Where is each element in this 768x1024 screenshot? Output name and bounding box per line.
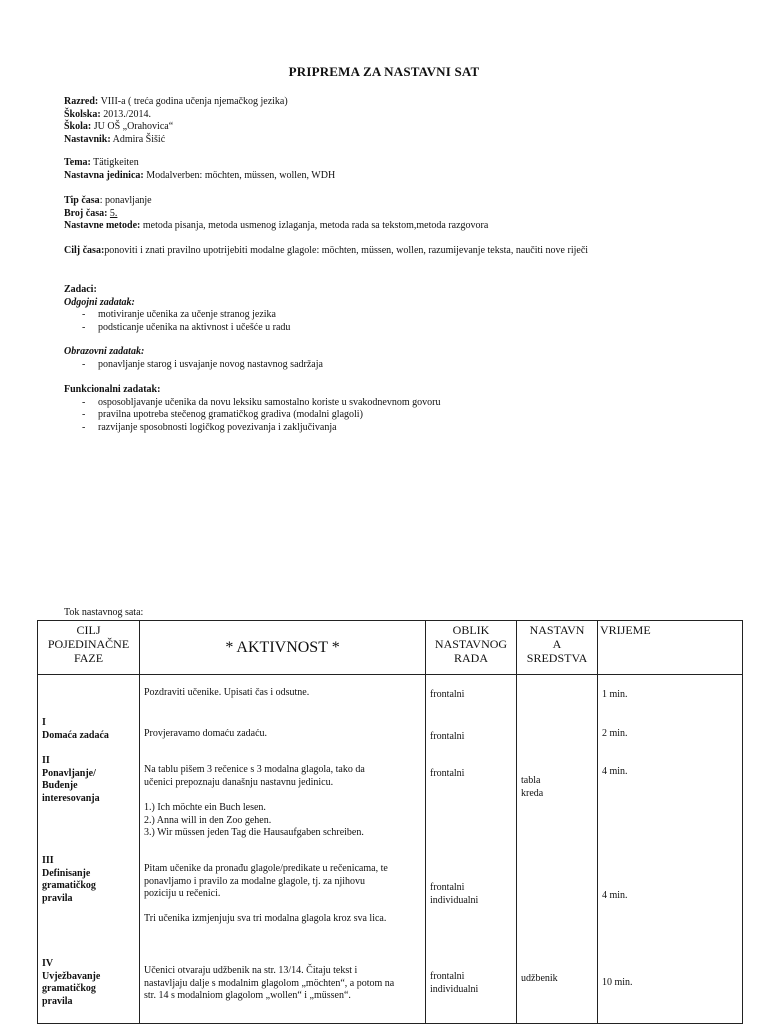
activity-5: Pitam učenike da pronađu glagole/predikate u rečenicama, te ponavljamo i pravilo za modalne glagole, tj. za njihovu poziciju u rečenici. <box>144 863 388 899</box>
table-row <box>38 675 743 1024</box>
lesson-plan-table <box>37 620 743 1024</box>
vrijeme-3: 4 min. <box>602 766 628 777</box>
broj-value: 5. <box>109 207 118 219</box>
metode-line <box>64 220 744 233</box>
phase-4: IV Uvježbavanje gramatičkog pravila <box>42 958 101 1007</box>
oblik-1: frontalni <box>430 689 465 700</box>
jedinica-value: Modalverben: möchten, müssen, wollen, WDH <box>143 169 336 181</box>
table-header-row <box>38 621 743 675</box>
activity-3: Na tablu pišem 3 rečenice s 3 modalna glagola, tako da učenici prepoznaju današnju nastavnu jedinicu. <box>144 764 365 788</box>
oblik-cell <box>426 675 517 1024</box>
activity-7: Učenici otvaraju udžbenik na str. 13/14. Čitaju tekst i nastavljaju dalje s modalnim glagolom „möchten“, a potom na str. 14 s modalniom glagolom „wollen“ i „müssen“. <box>144 965 395 1001</box>
list-item: - motiviranje učenika za učenje stranog jezika <box>82 309 744 322</box>
header-aktivnost: * AKTIVNOST * <box>140 621 426 675</box>
obrazovni-section <box>64 346 744 371</box>
tema-line <box>64 157 744 170</box>
list-item: - pravilna upotreba stečenog gramatičkog gradiva (modalni glagoli) <box>82 409 744 422</box>
vrijeme-2: 2 min. <box>602 728 628 739</box>
header-info <box>64 96 744 146</box>
sredstva-cell <box>517 675 598 1024</box>
activity-cell <box>140 675 426 1024</box>
tok-label: Tok nastavnog sata: <box>64 607 144 618</box>
metode-label: Nastavne metode: <box>64 220 141 231</box>
funkcionalni-list <box>64 397 744 435</box>
jedinica-line <box>64 170 744 183</box>
sredstva-2: udžbenik <box>521 973 558 984</box>
razred-label: Razred: <box>64 96 99 107</box>
funkcionalni-section <box>64 384 744 434</box>
skolska-value: 2013./2014. <box>100 108 151 120</box>
skola-label: Škola: <box>64 121 92 132</box>
header-cilj: CILJ POJEDINAČNE FAZE <box>38 621 140 675</box>
vrijeme-cell <box>598 675 743 1024</box>
cilj-label: Cilj časa: <box>64 245 105 256</box>
tema-label: Tema: <box>64 157 91 168</box>
broj-line <box>64 208 744 221</box>
obrazovni-list <box>64 359 744 372</box>
cilj-value: ponoviti i znati pravilno upotrijebiti modalne glagole: möchten, müssen, wollen, razumijevanje teksta, naučiti nove riječi <box>104 245 589 256</box>
zadaci-heading: Zadaci: <box>64 284 97 295</box>
sredstva-1: tabla kreda <box>521 775 544 799</box>
tip-line <box>64 195 744 208</box>
activity-6: Tri učenika izmjenjuju sva tri modalna glagola kroz sva lica. <box>144 913 387 924</box>
oblik-5: frontalni individualni <box>430 971 479 995</box>
tema-info <box>64 157 744 182</box>
vrijeme-4: 4 min. <box>602 890 628 901</box>
header-vrijeme: VRIJEME <box>598 621 743 675</box>
razred-line <box>64 96 744 109</box>
tip-label: Tip <box>64 195 79 206</box>
jedinica-label: Nastavna jedinica: <box>64 169 144 181</box>
tip-label-cas: časa <box>78 195 100 206</box>
skola-line <box>64 121 744 134</box>
tema-value: Tätigkeiten <box>90 157 139 168</box>
header-oblik: OBLIK NASTAVNOG RADA <box>426 621 517 675</box>
metode-value: metoda pisanja, metoda usmenog izlaganja, metoda rada sa tekstom,metoda razgovora <box>140 220 489 231</box>
funkcionalni-label: Funkcionalni zadatak: <box>64 384 161 395</box>
nastavnik-label: Nastavnik: <box>64 133 111 145</box>
header-sredstva: NASTAVN A SREDSTVA <box>517 621 598 675</box>
list-item: - ponavljanje starog i usvajanje novog nastavnog sadržaja <box>82 359 744 372</box>
cilj-line <box>64 245 744 258</box>
oblik-2: frontalni <box>430 731 465 742</box>
skolska-line <box>64 109 744 122</box>
tip-value: : ponavljanje <box>99 195 152 206</box>
activity-4: 1.) Ich möchte ein Buch lesen. 2.) Anna will in den Zoo gehen. 3.) Wir müssen jeden Tag die Hausaufgaben schreiben. <box>144 802 364 838</box>
vrijeme-1: 1 min. <box>602 689 628 700</box>
phase-3: III Definisanje gramatičkog pravila <box>42 855 96 904</box>
oblik-4: frontalni individualni <box>430 882 479 906</box>
cilj-info <box>64 245 744 258</box>
nastavnik-value: Admira Šišić <box>110 133 166 145</box>
phase-2: II Ponavljanje/ Buđenje interesovanja <box>42 755 100 804</box>
vrijeme-5: 10 min. <box>602 977 633 988</box>
activity-1: Pozdraviti učenike. Upisati čas i odsutne. <box>144 687 310 698</box>
page-title: PRIPREMA ZA NASTAVNI SAT <box>288 64 480 79</box>
odgojni-label: Odgojni zadatak: <box>64 296 135 308</box>
broj-label: Broj časa: <box>64 207 108 219</box>
list-item: - razvijanje sposobnosti logičkog povezivanja i zaključivanja <box>82 422 744 435</box>
phase-cell <box>38 675 140 1024</box>
skolska-label: Školska: <box>64 108 101 120</box>
tip-info <box>64 195 744 233</box>
phase-1: I Domaća zadaća <box>42 717 109 741</box>
obrazovni-label: Obrazovni zadatak: <box>64 346 145 357</box>
razred-value: VIII-a ( treća godina učenja njemačkog jezika) <box>98 96 288 107</box>
list-item: - osposobljavanje učenika da novu leksiku samostalno koriste u svakodnevnom govoru <box>82 397 744 410</box>
nastavnik-line <box>64 134 744 147</box>
zadaci-section <box>64 284 744 334</box>
skola-value: JU OŠ „Orahovica“ <box>91 121 174 132</box>
activity-2: Provjeravamo domaću zadaću. <box>144 728 268 739</box>
odgojni-list <box>64 309 744 334</box>
list-item: - podsticanje učenika na aktivnost i učešće u radu <box>82 322 744 335</box>
oblik-3: frontalni <box>430 768 465 779</box>
